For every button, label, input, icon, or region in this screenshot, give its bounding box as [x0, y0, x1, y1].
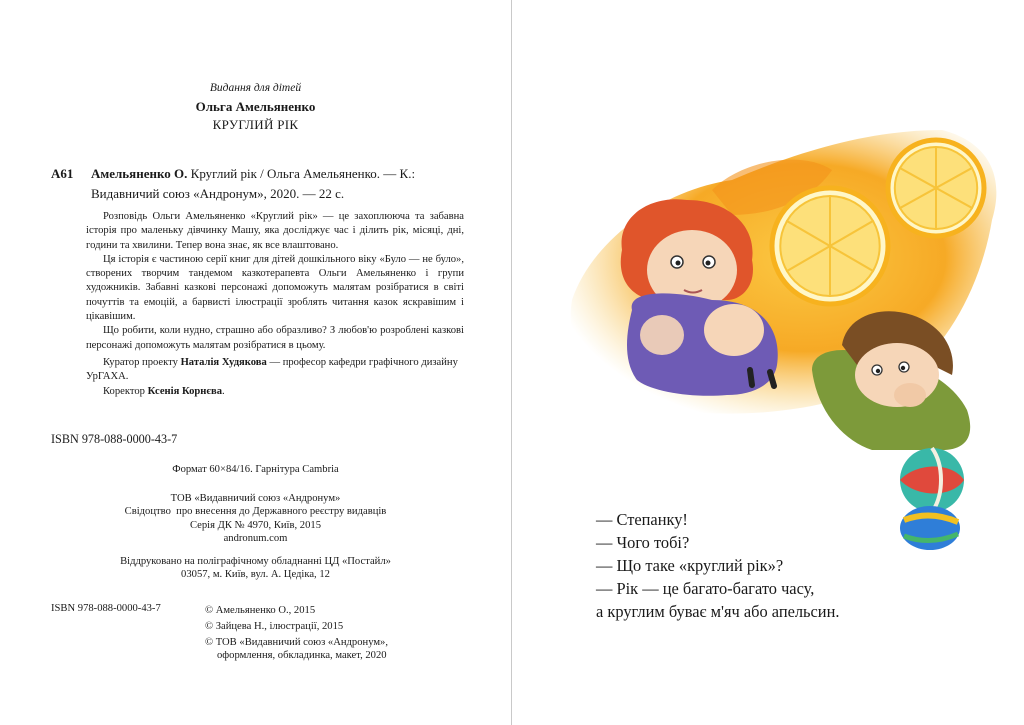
imprint-page [0, 0, 511, 725]
watercolor-illustration [512, 0, 1024, 560]
copyright-line: оформлення, обкладинка, макет, 2020 [217, 650, 387, 661]
classification-code: А61 [51, 166, 74, 181]
editor-prefix: Коректор [103, 385, 148, 397]
publisher-line: Свідоцтво про внесення до Державного реєстру видавців [124, 506, 387, 518]
editor-line [86, 385, 464, 399]
biblio-author: Амельяненко О. [91, 166, 188, 181]
dialogue-line: а круглим буває м'яч або апельсин. [596, 602, 840, 621]
story-page [512, 0, 1024, 725]
story-dialogue [596, 508, 839, 623]
biblio-publisher-line: Видавничий союз «Андронум», 2020. — 22 с. [91, 186, 345, 201]
printer-line: Віддруковано на поліграфічному обладнанні ЦД «Постайл» [120, 556, 391, 567]
isbn-main: ISBN 978-088-0000-43-7 [51, 432, 178, 446]
publisher-line: ТОВ «Видавничий союз «Андронум» [170, 493, 341, 504]
copyright-line: © Амельяненко О., 2015 [205, 605, 316, 616]
publisher-line: Серія ДК № 4970, Київ, 2015 [189, 519, 321, 531]
author-name: Ольга Амельяненко [195, 99, 316, 114]
credits [86, 356, 464, 399]
biblio-title-line: Круглий рік / Ольга Амельяненко. — К.: [187, 166, 416, 181]
bibliographic-entry [51, 164, 461, 204]
series-label: Видання для дітей [209, 82, 302, 94]
lemon-slice-large [772, 188, 888, 304]
dialogue-line: — Степанку! [596, 510, 688, 529]
format-line: Формат 60×84/16. Гарнітура Cambria [172, 464, 339, 475]
editor-name: Ксенія Корнєва [147, 385, 222, 397]
printer-block [0, 555, 511, 582]
biblio-text [91, 164, 461, 204]
curator-line [86, 356, 464, 385]
copyright-block [205, 603, 388, 662]
annotation [86, 210, 464, 353]
editor-suffix: . [222, 385, 225, 397]
curator-prefix: Куратор проекту [103, 357, 181, 368]
stacked-balls [900, 448, 964, 550]
annotation-paragraph: Розповідь Ольги Амельяненко «Круглий рік» — це захоплююча та забавна історія про маленьку дівчинку Машу, яка досліджує час і ділить рік, місяці, дні, години та хвилини. Тепер вона знає, як все влаштовано. [86, 211, 464, 251]
publisher-website: andronum.com [223, 533, 288, 545]
isbn-bottom: ISBN 978-088-0000-43-7 [51, 603, 161, 614]
copyright-line: © Зайцева Н., ілюстрації, 2015 [205, 621, 344, 632]
annotation-paragraph: Ця історія є частиною серії книг для дітей дошкільного віку «Було — не було», створених творчим тандемом казкотерапевта Ольги Амельяненко і групи художників. Забавні казкові персонажі допоможуть малятам розібратися в світі почуттів та емоцій, а барвисті ілюстрації зроблять читання казок яскравішим і цікавішим. [86, 253, 464, 323]
dialogue-line: — Рік — це багато-багато часу, [596, 579, 815, 598]
curator-name: Наталія Худякова [180, 357, 267, 368]
publisher-block [0, 492, 511, 546]
dialogue-line: — Чого тобі? [596, 533, 690, 552]
lemon-slice-small [888, 140, 984, 236]
copyright-line: © ТОВ «Видавничий союз «Андронум», [205, 637, 388, 648]
book-title: КРУГЛИЙ РІК [212, 117, 299, 132]
annotation-paragraph: Що робити, коли нудно, страшно або образливо? З любов'ю розроблені казкові персонажі допоможуть малятам розібратися в цьому. [86, 325, 464, 351]
dialogue-line: — Що таке «круглий рік»? [596, 556, 784, 575]
printer-line: 03057, м. Київ, вул. А. Цедіка, 12 [181, 569, 330, 581]
curator-suffix: — професор кафедри графічного дизайну УрГАХА. [86, 357, 458, 383]
